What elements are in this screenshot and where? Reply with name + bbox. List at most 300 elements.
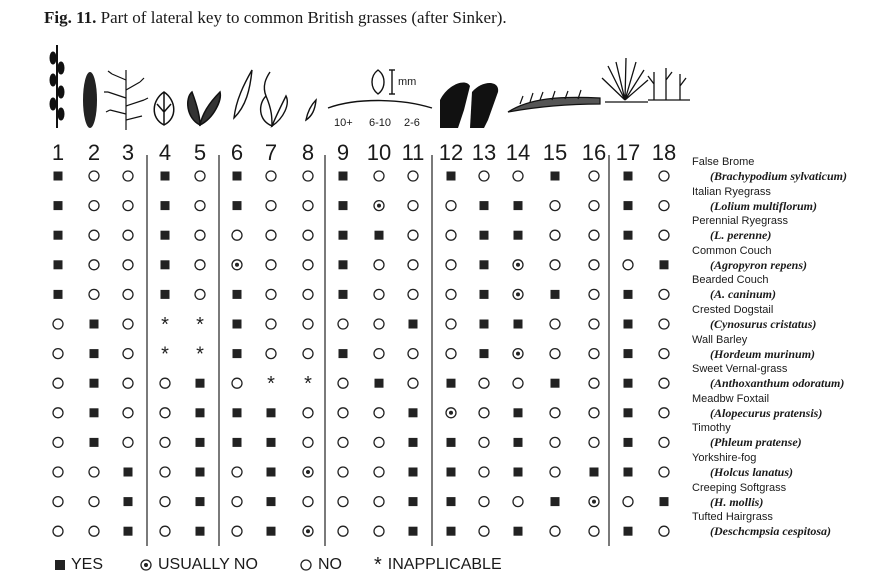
common-name: Italian Ryegrass	[692, 185, 771, 198]
yes-mark	[54, 290, 63, 299]
species-label	[692, 481, 892, 509]
yes-mark	[339, 290, 348, 299]
yes-mark	[409, 497, 418, 506]
no-mark	[89, 289, 99, 299]
no-mark	[303, 349, 313, 359]
no-mark	[89, 467, 99, 477]
yes-mark	[161, 172, 170, 181]
usually-no-mark	[232, 260, 242, 270]
yes-mark	[514, 320, 523, 329]
no-mark	[446, 289, 456, 299]
no-mark	[589, 289, 599, 299]
column-number: 17	[615, 140, 641, 165]
no-mark	[89, 201, 99, 211]
no-mark	[659, 408, 669, 418]
no-mark	[160, 408, 170, 418]
yes-mark	[161, 231, 170, 240]
usually-no-mark	[589, 497, 599, 507]
yes-mark	[514, 408, 523, 417]
yes-mark	[409, 438, 418, 447]
yes-mark	[624, 320, 633, 329]
no-mark	[303, 201, 313, 211]
scientific-name: (H. mollis)	[710, 494, 764, 509]
scientific-name: (A. caninum)	[710, 287, 777, 302]
common-name: Sweet Vernal-grass	[692, 363, 788, 376]
no-mark	[589, 230, 599, 240]
no-mark	[550, 201, 560, 211]
column-number: 16	[581, 140, 607, 165]
no-mark	[374, 497, 384, 507]
inapplicable-mark: *	[267, 373, 275, 396]
yes-mark	[90, 320, 99, 329]
column-number: 14	[505, 140, 531, 165]
no-mark	[160, 526, 170, 536]
no-mark	[479, 526, 489, 536]
no-mark	[589, 437, 599, 447]
no-mark	[408, 230, 418, 240]
no-mark	[408, 201, 418, 211]
no-mark	[513, 171, 523, 181]
yes-mark	[54, 172, 63, 181]
yes-mark	[480, 231, 489, 240]
legend-yes	[55, 556, 103, 574]
yes-mark	[514, 201, 523, 210]
yes-mark	[409, 320, 418, 329]
no-mark	[303, 319, 313, 329]
scientific-name: (Lolium multiflorum)	[710, 198, 818, 213]
scientific-name: (Anthoxanthum odoratum)	[710, 376, 845, 391]
yes-mark	[233, 172, 242, 181]
yes-mark	[514, 231, 523, 240]
yes-mark	[480, 201, 489, 210]
common-name: False Brome	[692, 156, 755, 168]
yes-mark	[409, 527, 418, 536]
inapplicable-mark: *	[196, 343, 204, 366]
yes-mark	[660, 497, 669, 506]
no-mark	[123, 408, 133, 418]
no-mark	[589, 260, 599, 270]
common-name: Wall Barley	[692, 333, 748, 346]
no-mark	[446, 319, 456, 329]
no-mark	[513, 497, 523, 507]
no-mark	[659, 349, 669, 359]
common-name: Creeping Softgrass	[692, 481, 787, 494]
yes-mark	[409, 408, 418, 417]
common-name: Crested Dogstail	[692, 304, 774, 316]
common-name: Common Couch	[692, 244, 772, 257]
legend-inapplicable	[374, 556, 502, 574]
no-mark	[266, 260, 276, 270]
yes-mark	[409, 468, 418, 477]
inapplicable-asterisk-icon: *	[374, 554, 382, 576]
no-mark	[303, 171, 313, 181]
yes-mark	[90, 438, 99, 447]
yes-mark	[267, 497, 276, 506]
no-mark	[589, 201, 599, 211]
no-mark	[479, 171, 489, 181]
yes-mark	[447, 497, 456, 506]
no-mark	[550, 349, 560, 359]
species-label	[692, 155, 892, 183]
no-mark	[303, 497, 313, 507]
yes-mark	[624, 468, 633, 477]
no-mark	[374, 171, 384, 181]
no-mark	[232, 497, 242, 507]
yes-mark	[233, 320, 242, 329]
yes-mark	[124, 497, 133, 506]
no-mark	[374, 319, 384, 329]
yes-mark	[480, 320, 489, 329]
column-number: 13	[471, 140, 497, 165]
no-mark	[53, 497, 63, 507]
no-mark	[550, 437, 560, 447]
scientific-name: (Cynosurus cristatus)	[710, 317, 817, 331]
yes-mark	[375, 379, 384, 388]
no-mark	[659, 230, 669, 240]
species-label	[692, 214, 892, 242]
yes-mark	[514, 527, 523, 536]
scientific-name: (Phleum pratense)	[710, 435, 802, 450]
no-mark	[195, 230, 205, 240]
legend-no-label: NO	[318, 556, 342, 573]
yes-mark	[196, 468, 205, 477]
no-mark	[53, 467, 63, 477]
no-mark	[589, 171, 599, 181]
no-mark	[374, 437, 384, 447]
no-mark	[303, 437, 313, 447]
no-mark	[408, 260, 418, 270]
yes-mark	[551, 379, 560, 388]
no-mark	[446, 260, 456, 270]
no-mark	[123, 230, 133, 240]
yes-mark	[161, 290, 170, 299]
yes-mark	[624, 379, 633, 388]
yes-mark	[339, 349, 348, 358]
no-mark	[479, 497, 489, 507]
no-mark	[89, 260, 99, 270]
usually-no-mark	[513, 260, 523, 270]
yes-mark	[551, 290, 560, 299]
yes-mark	[514, 438, 523, 447]
no-mark	[550, 526, 560, 536]
no-mark	[589, 408, 599, 418]
no-mark	[446, 349, 456, 359]
yes-mark	[124, 527, 133, 536]
legend-yes-label: YES	[71, 556, 104, 573]
no-mark	[232, 526, 242, 536]
size-label-2-6: 2-6	[404, 117, 420, 129]
usually-no-mark	[303, 526, 313, 536]
species-label	[692, 510, 892, 538]
no-mark	[550, 260, 560, 270]
scientific-name: (Holcus lanatus)	[710, 465, 794, 479]
species-label	[692, 185, 892, 213]
no-mark	[659, 319, 669, 329]
scientific-name: (Hordeum murinum)	[710, 346, 816, 361]
yes-mark	[551, 172, 560, 181]
size-label-6-10: 6-10	[369, 117, 392, 129]
no-mark	[479, 437, 489, 447]
yes-mark	[480, 349, 489, 358]
species-label	[692, 333, 892, 361]
no-mark	[266, 319, 276, 329]
no-mark	[89, 171, 99, 181]
yes-mark	[267, 527, 276, 536]
no-mark	[408, 378, 418, 388]
scientific-name: (Brachypodium sylvaticum)	[710, 169, 847, 183]
inapplicable-mark: *	[196, 314, 204, 336]
no-mark	[589, 526, 599, 536]
yes-mark	[624, 438, 633, 447]
no-mark	[338, 319, 348, 329]
yes-mark	[54, 260, 63, 269]
usually-no-mark	[374, 201, 384, 211]
no-mark	[550, 408, 560, 418]
no-mark	[338, 408, 348, 418]
no-mark	[89, 497, 99, 507]
size-label-10plus: 10+	[334, 117, 353, 129]
column-number: 18	[651, 140, 677, 165]
column-number: 9	[336, 140, 350, 165]
column-number: 10	[366, 140, 392, 165]
usually-no-dot-circle-icon	[140, 559, 152, 571]
scientific-name: (Alopecurus pratensis)	[710, 405, 823, 420]
no-mark	[195, 171, 205, 181]
no-mark	[374, 349, 384, 359]
yes-mark	[233, 290, 242, 299]
no-mark	[232, 230, 242, 240]
no-mark	[195, 289, 205, 299]
yes-mark	[624, 349, 633, 358]
yes-mark	[624, 201, 633, 210]
usually-no-mark	[513, 349, 523, 359]
no-mark	[408, 171, 418, 181]
no-mark	[123, 171, 133, 181]
no-mark	[160, 437, 170, 447]
usually-no-mark	[303, 467, 313, 477]
yes-mark	[124, 468, 133, 477]
yes-mark	[624, 408, 633, 417]
no-mark	[623, 260, 633, 270]
no-mark	[550, 319, 560, 329]
no-mark	[123, 289, 133, 299]
yes-mark	[590, 468, 599, 477]
scientific-name: (Agropyron repens)	[710, 257, 808, 272]
no-mark	[160, 378, 170, 388]
legend-usually-no	[140, 556, 258, 574]
no-mark	[589, 378, 599, 388]
yes-mark	[267, 408, 276, 417]
no-mark	[266, 349, 276, 359]
species-label	[692, 303, 892, 331]
yes-mark	[480, 260, 489, 269]
no-mark	[53, 378, 63, 388]
no-mark	[659, 171, 669, 181]
no-mark	[408, 289, 418, 299]
yes-mark	[447, 468, 456, 477]
legend-usually-no-label: USUALLY NO	[158, 556, 258, 573]
column-number: 7	[264, 140, 278, 165]
yes-mark	[375, 231, 384, 240]
species-label	[692, 273, 892, 301]
yes-mark	[624, 527, 633, 536]
no-mark	[123, 437, 133, 447]
no-mark	[623, 497, 633, 507]
no-mark	[53, 349, 63, 359]
no-circle-icon	[300, 559, 312, 571]
usually-no-mark	[513, 289, 523, 299]
yes-mark	[447, 527, 456, 536]
no-mark	[374, 467, 384, 477]
no-mark	[53, 408, 63, 418]
yes-mark	[196, 497, 205, 506]
inapplicable-mark: *	[161, 343, 169, 366]
no-mark	[195, 201, 205, 211]
yes-mark	[233, 438, 242, 447]
no-mark	[659, 437, 669, 447]
no-mark	[374, 289, 384, 299]
no-mark	[589, 349, 599, 359]
no-mark	[89, 526, 99, 536]
column-number: 5	[193, 140, 207, 165]
no-mark	[303, 230, 313, 240]
yes-mark	[196, 408, 205, 417]
yes-mark	[660, 260, 669, 269]
column-number: 11	[401, 140, 425, 165]
yes-mark	[90, 379, 99, 388]
no-mark	[123, 378, 133, 388]
no-mark	[89, 230, 99, 240]
yes-mark	[54, 201, 63, 210]
no-mark	[338, 526, 348, 536]
yes-mark	[339, 201, 348, 210]
column-number: 4	[158, 140, 172, 165]
common-name: Yorkshire-fog	[692, 452, 757, 464]
no-mark	[338, 467, 348, 477]
no-mark	[266, 201, 276, 211]
no-mark	[659, 467, 669, 477]
species-label	[692, 421, 892, 449]
species-label	[692, 362, 892, 390]
no-mark	[266, 289, 276, 299]
yes-mark	[339, 172, 348, 181]
common-name: Bearded Couch	[692, 274, 769, 287]
no-mark	[338, 497, 348, 507]
yes-mark	[447, 172, 456, 181]
yes-mark	[624, 231, 633, 240]
column-number: 8	[301, 140, 315, 165]
yes-mark	[551, 497, 560, 506]
no-mark	[123, 319, 133, 329]
yes-mark	[267, 468, 276, 477]
no-mark	[408, 349, 418, 359]
figure-label: Fig. 11.	[44, 8, 97, 27]
yes-mark	[233, 201, 242, 210]
no-mark	[303, 408, 313, 418]
yes-mark	[233, 408, 242, 417]
yes-mark	[480, 290, 489, 299]
no-mark	[338, 437, 348, 447]
inapplicable-mark: *	[304, 373, 312, 396]
no-mark	[374, 408, 384, 418]
no-mark	[232, 467, 242, 477]
legend-no	[300, 556, 342, 574]
no-mark	[659, 526, 669, 536]
no-mark	[123, 260, 133, 270]
no-mark	[550, 230, 560, 240]
no-mark	[479, 467, 489, 477]
yes-mark	[161, 260, 170, 269]
no-mark	[550, 467, 560, 477]
no-mark	[53, 319, 63, 329]
species-label	[692, 392, 892, 420]
figure-caption: Part of lateral key to common British grasses (after Sinker).	[100, 8, 507, 27]
column-number: 12	[438, 140, 464, 165]
common-name: Tufted Hairgrass	[692, 511, 773, 524]
yes-mark	[447, 438, 456, 447]
scientific-name: (Deschcmpsia cespitosa)	[710, 524, 831, 539]
no-mark	[446, 230, 456, 240]
no-mark	[123, 349, 133, 359]
column-number: 6	[230, 140, 244, 165]
no-mark	[446, 201, 456, 211]
no-mark	[589, 319, 599, 329]
column-number: 15	[542, 140, 568, 165]
species-label	[692, 451, 892, 479]
no-mark	[160, 467, 170, 477]
no-mark	[160, 497, 170, 507]
no-mark	[266, 230, 276, 240]
yes-mark	[196, 379, 205, 388]
yes-mark	[90, 408, 99, 417]
no-mark	[374, 526, 384, 536]
column-number: 3	[121, 140, 135, 165]
column-number: 1	[51, 140, 65, 165]
legend-inapplicable-label: INAPPLICABLE	[387, 556, 502, 573]
inapplicable-mark: *	[161, 314, 169, 336]
yes-mark	[339, 260, 348, 269]
no-mark	[659, 378, 669, 388]
usually-no-mark	[446, 408, 456, 418]
yes-mark	[624, 172, 633, 181]
no-mark	[232, 378, 242, 388]
yes-mark	[339, 231, 348, 240]
no-mark	[53, 437, 63, 447]
yes-mark	[196, 438, 205, 447]
yes-mark	[90, 349, 99, 358]
yes-mark	[514, 468, 523, 477]
yes-mark	[54, 231, 63, 240]
no-mark	[303, 289, 313, 299]
mm-label: mm	[398, 76, 417, 88]
yes-square-icon	[55, 560, 65, 570]
no-mark	[479, 408, 489, 418]
scientific-name: (L. perenne)	[710, 228, 772, 243]
no-mark	[266, 171, 276, 181]
no-mark	[303, 260, 313, 270]
no-mark	[123, 201, 133, 211]
common-name: Timothy	[692, 422, 731, 435]
species-label	[692, 244, 892, 272]
yes-mark	[161, 201, 170, 210]
no-mark	[338, 378, 348, 388]
no-mark	[659, 201, 669, 211]
yes-mark	[624, 290, 633, 299]
no-mark	[659, 289, 669, 299]
yes-mark	[447, 379, 456, 388]
no-mark	[513, 378, 523, 388]
no-mark	[479, 378, 489, 388]
